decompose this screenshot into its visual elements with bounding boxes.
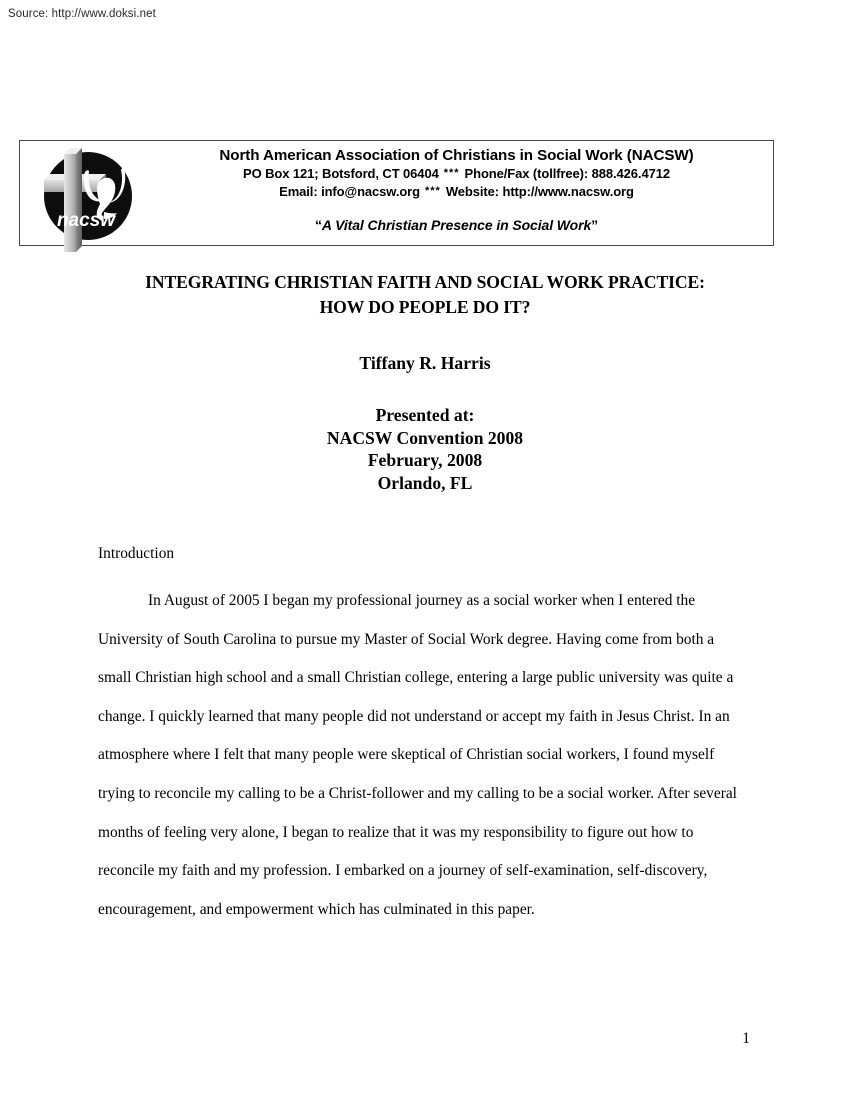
logo-wordmark-text: nacsw	[56, 210, 116, 231]
title-block	[98, 270, 752, 494]
org-phone: Phone/Fax (tollfree): 888.426.4712	[464, 166, 670, 181]
paper-title-line-1: INTEGRATING CHRISTIAN FAITH AND SOCIAL WORK PRACTICE:	[145, 272, 705, 292]
tagline-open-quote: “	[314, 217, 322, 233]
section-heading-introduction: Introduction	[98, 545, 175, 562]
paper-title-line-2: HOW DO PEOPLE DO IT?	[319, 297, 531, 317]
tagline-text: A Vital Christian Presence in Social Work	[321, 217, 592, 233]
presented-at-label: Presented at:	[375, 405, 475, 425]
org-contact-line-1	[148, 165, 765, 183]
event-location: Orlando, FL	[377, 472, 473, 493]
letterhead-box	[19, 140, 774, 246]
org-name: North American Association of Christians in Social Work (NACSW)	[219, 147, 694, 164]
org-tagline	[148, 217, 765, 233]
org-website: Website: http://www.nacsw.org	[445, 183, 634, 199]
org-email: Email: info@nacsw.org	[279, 183, 420, 199]
nacsw-logo	[26, 140, 144, 258]
nacsw-logo-graphic	[26, 140, 144, 258]
author-name: Tiffany R. Harris	[359, 353, 491, 373]
event-date: February, 2008	[367, 450, 483, 470]
org-contact-line-2	[148, 183, 765, 201]
org-address: PO Box 121; Botsford, CT 06404	[243, 166, 439, 181]
contact-separator-icon: ***	[424, 184, 441, 197]
presentation-details	[98, 404, 752, 494]
source-watermark: Source: http://www.doksi.net	[8, 8, 156, 20]
org-info-block	[148, 147, 765, 200]
introduction-paragraph: In August of 2005 I began my professional journey as a social worker when I entered the University of South Carolina to pursue my Master of Social Work degree. Having come from both a small Christian high school and a small Christian college, entering a large public university was quite a change. I quickly learned that many people did not understand or accept my faith in Jesus Christ. In an atmosphere where I felt that many people were skeptical of Christian social workers, I found myself trying to reconcile my calling to be a Christ-follower and my calling to be a social worker. After several months of feeling very alone, I began to realize that it was my responsibility to figure out how to reconcile my faith and my profession. I embarked on a journey of self-examination, self-discovery, encouragement, and empowerment which has culminated in this paper.	[98, 592, 737, 918]
contact-separator-icon: ***	[443, 167, 460, 179]
paper-title	[98, 270, 752, 320]
document-body	[98, 544, 748, 929]
tagline-close-quote: ”	[591, 217, 599, 233]
page-number: 1	[742, 1030, 750, 1047]
event-name: NACSW Convention 2008	[326, 427, 524, 448]
